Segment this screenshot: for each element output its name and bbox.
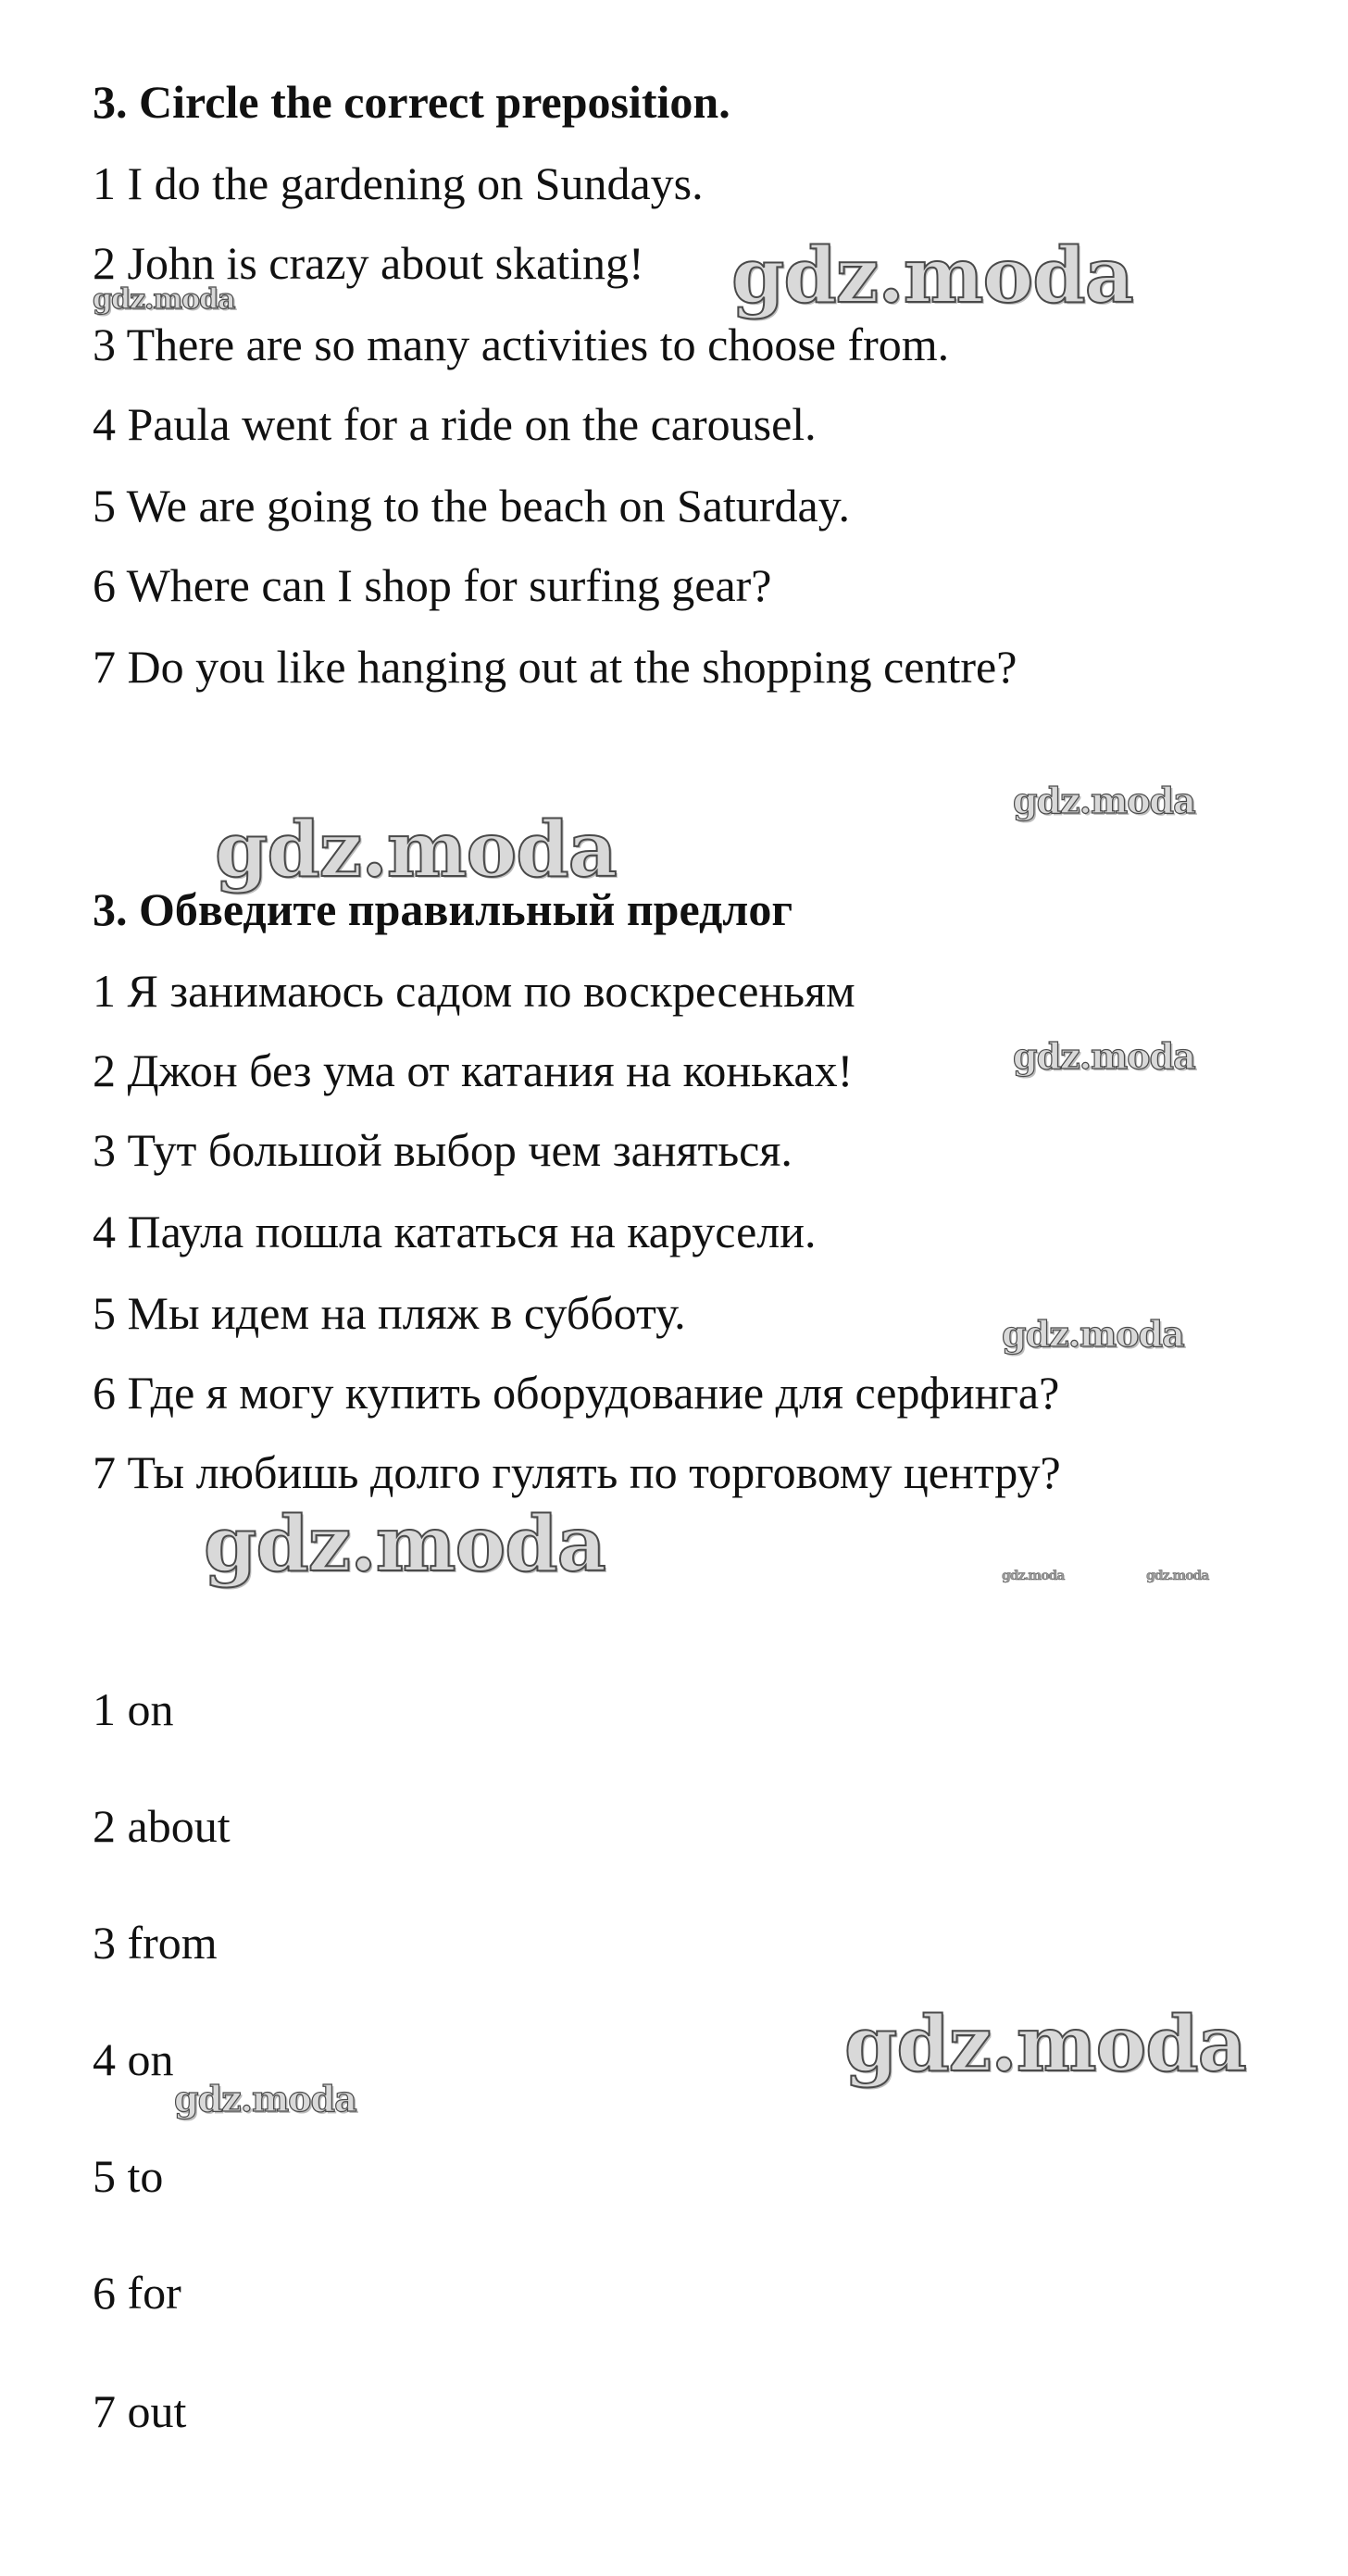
answer-5: 5 to xyxy=(93,2150,164,2202)
russian-sentence-7: 7 Ты любишь долго гулять по торговому центру? xyxy=(93,1446,1061,1498)
english-sentence-5: 5 We are going to the beach on Saturday. xyxy=(93,480,850,531)
answer-2: 2 about xyxy=(93,1800,231,1852)
watermark: gdz.moda xyxy=(174,2078,356,2120)
english-sentence-2: 2 John is crazy about skating! xyxy=(93,237,644,289)
answer-3: 3 from xyxy=(93,1917,218,1969)
watermark: gdz.moda xyxy=(1002,1313,1184,1355)
russian-sentence-2: 2 Джон без ума от катания на коньках! xyxy=(93,1044,854,1096)
watermark: gdz.moda xyxy=(215,806,617,894)
russian-heading: 3. Обведите правильный предлог xyxy=(93,883,793,935)
english-sentence-6: 6 Where can I shop for surfing gear? xyxy=(93,559,772,611)
russian-sentence-6: 6 Где я могу купить оборудование для серфинга? xyxy=(93,1367,1060,1419)
watermark: gdz.moda xyxy=(731,231,1133,320)
english-heading: 3. Circle the correct preposition. xyxy=(93,76,730,128)
english-sentence-3: 3 There are so many activities to choose from. xyxy=(93,319,950,370)
watermark: gdz.moda xyxy=(1146,1569,1209,1583)
english-sentence-4: 4 Paula went for a ride on the carousel. xyxy=(93,398,817,450)
russian-sentence-5: 5 Мы идем на пляж в субботу. xyxy=(93,1287,686,1339)
answer-7: 7 out xyxy=(93,2385,187,2437)
russian-sentence-4: 4 Паула пошла кататься на карусели. xyxy=(93,1206,817,1257)
english-sentence-1: 1 I do the gardening on Sundays. xyxy=(93,157,704,209)
english-sentence-7: 7 Do you like hanging out at the shopping centre? xyxy=(93,641,1017,693)
answer-4: 4 on xyxy=(93,2033,174,2085)
watermark: gdz.moda xyxy=(93,283,235,316)
watermark: gdz.moda xyxy=(1013,780,1195,821)
watermark: gdz.moda xyxy=(844,2000,1246,2089)
russian-sentence-1: 1 Я занимаюсь садом по воскресеньям xyxy=(93,965,855,1017)
answer-6: 6 for xyxy=(93,2267,181,2319)
watermark: gdz.moda xyxy=(204,1500,605,1589)
answer-1: 1 on xyxy=(93,1683,174,1735)
watermark: gdz.moda xyxy=(1013,1035,1195,1077)
watermark: gdz.moda xyxy=(1002,1569,1065,1583)
russian-sentence-3: 3 Тут большой выбор чем заняться. xyxy=(93,1124,793,1176)
